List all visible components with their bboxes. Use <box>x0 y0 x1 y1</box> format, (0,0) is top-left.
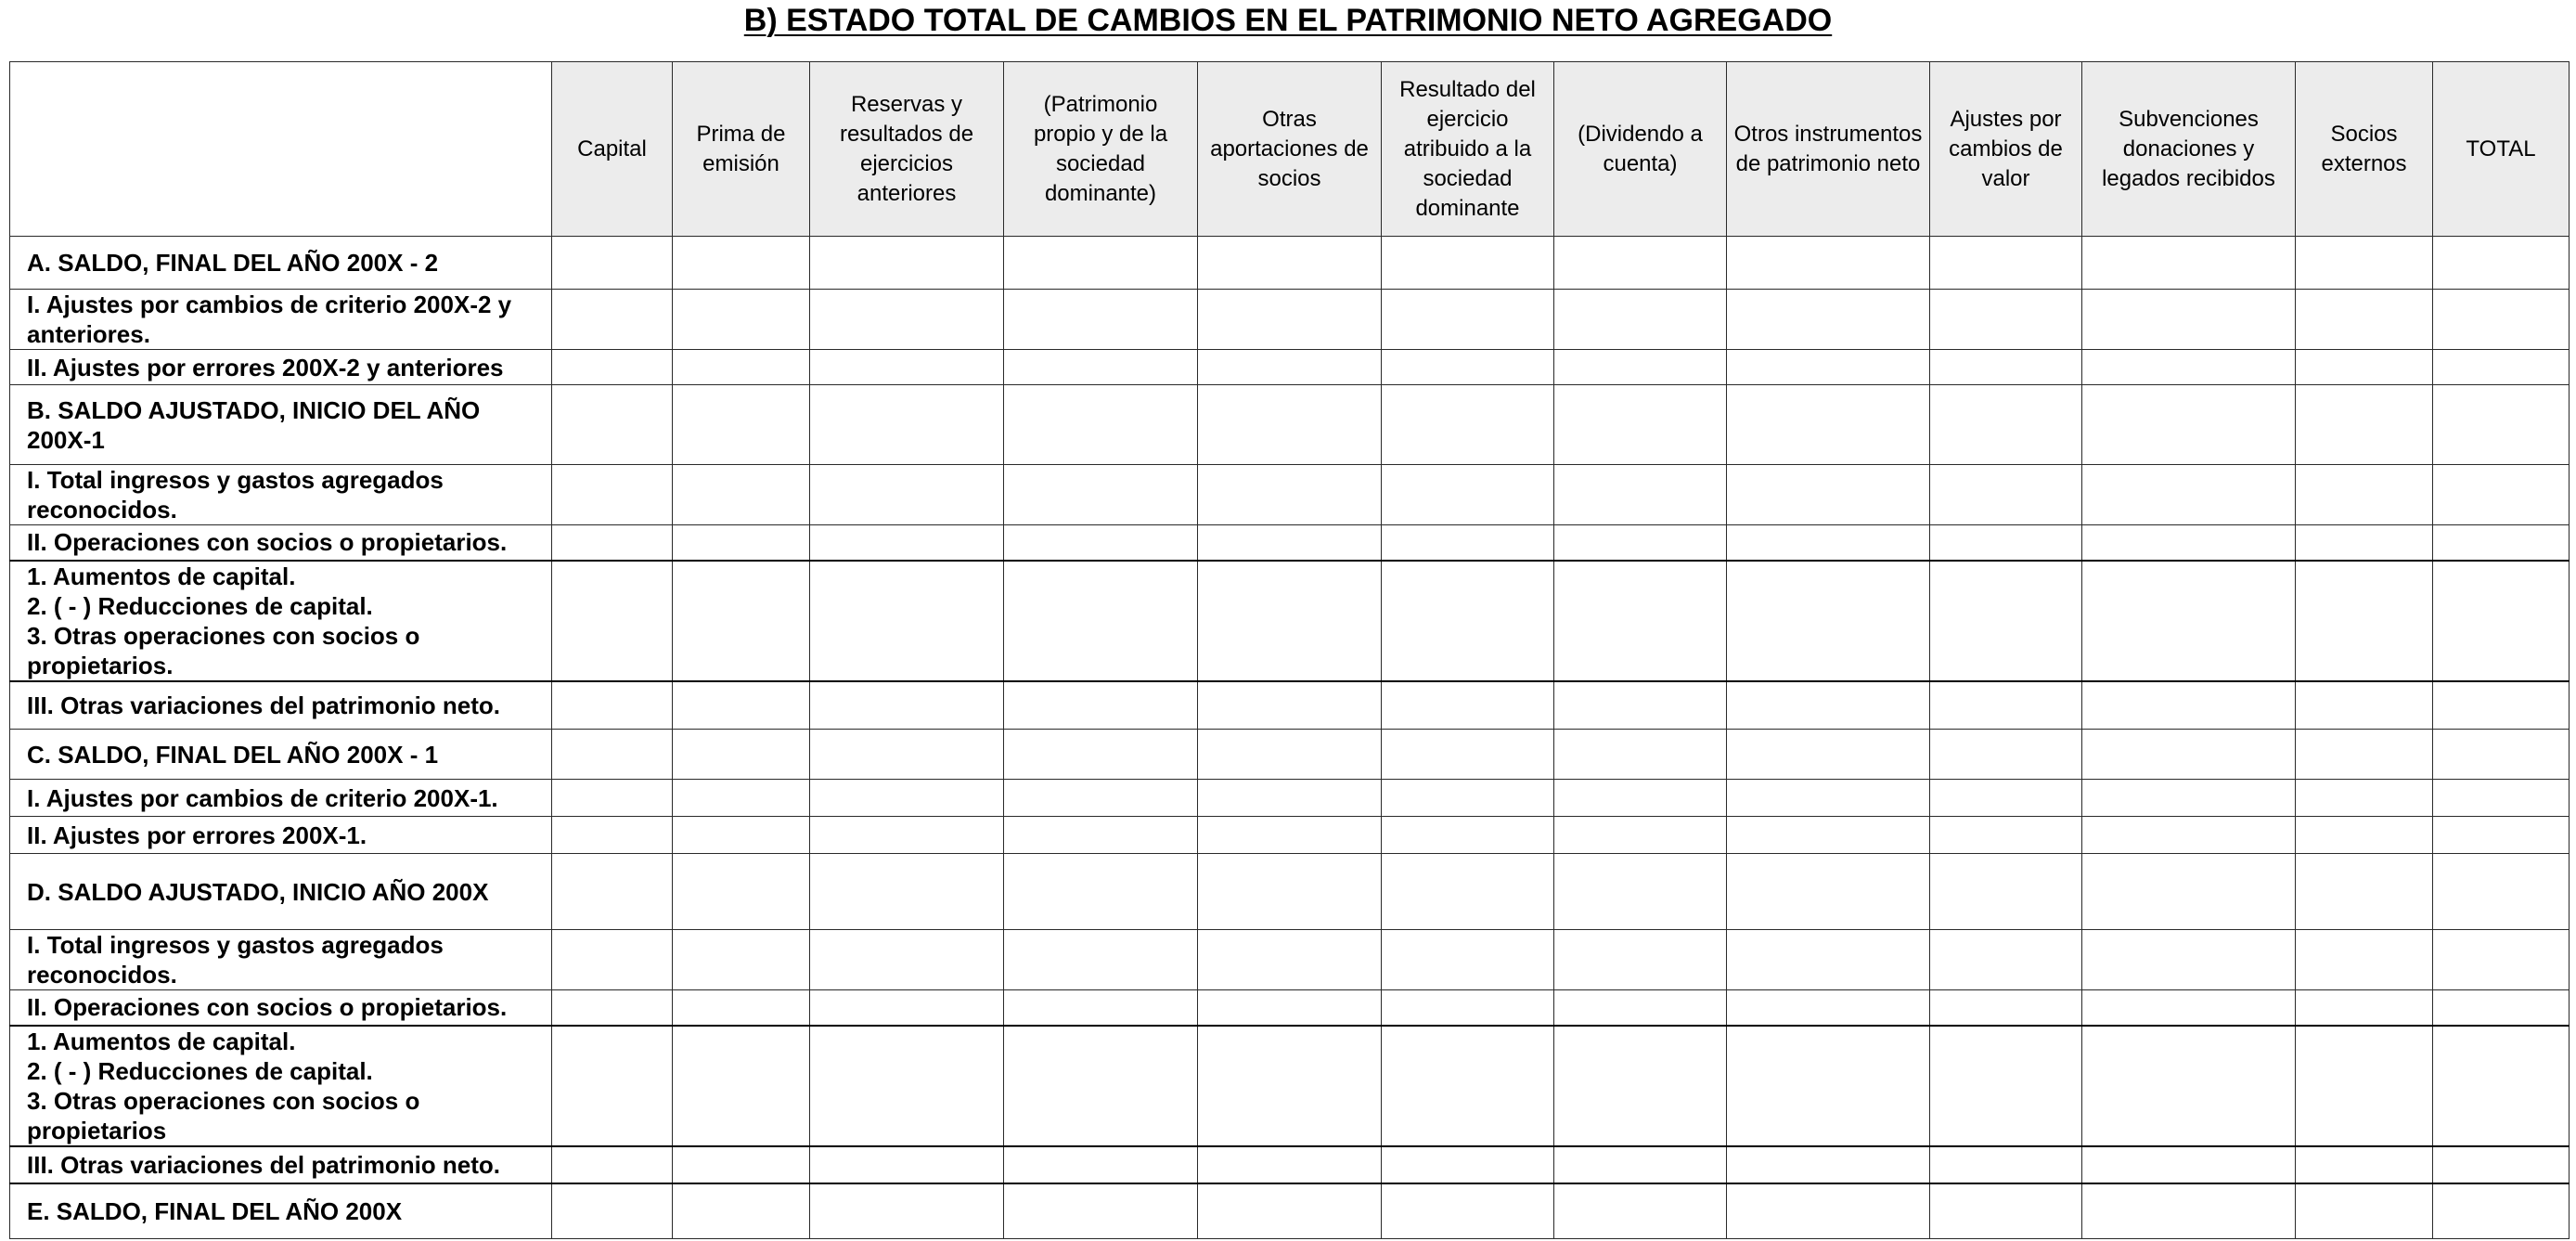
cell-dividendo[interactable] <box>1554 1146 1727 1183</box>
cell-patrimonio_propio[interactable] <box>1004 730 1198 780</box>
cell-subvenciones[interactable] <box>2082 385 2296 465</box>
cell-otras_aportaciones[interactable] <box>1198 525 1382 561</box>
cell-capital[interactable] <box>552 1026 673 1146</box>
cell-capital[interactable] <box>552 780 673 817</box>
row-label: D. SALDO AJUSTADO, INICIO AÑO 200X <box>10 854 552 930</box>
cell-ajustes_valor[interactable] <box>1930 1183 2082 1239</box>
row-label: III. Otras variaciones del patrimonio neto. <box>10 681 552 730</box>
cell-socios_externos[interactable] <box>2296 465 2433 525</box>
cell-capital[interactable] <box>552 350 673 385</box>
cell-reservas[interactable] <box>810 817 1004 854</box>
cell-total[interactable] <box>2433 780 2570 817</box>
cell-prima[interactable] <box>673 385 810 465</box>
column-header: (Patrimonio propio y de la sociedad dominante) <box>1004 62 1198 237</box>
cell-reservas[interactable] <box>810 1026 1004 1146</box>
cell-dividendo[interactable] <box>1554 561 1727 681</box>
table-row <box>10 854 2570 930</box>
cell-otras_aportaciones[interactable] <box>1198 1183 1382 1239</box>
column-header: Ajustes por cambios de valor <box>1930 62 2082 237</box>
cell-patrimonio_propio[interactable] <box>1004 1183 1198 1239</box>
row-label: I. Total ingresos y gastos agregados reconocidos. <box>10 930 552 990</box>
cell-subvenciones[interactable] <box>2082 525 2296 561</box>
cell-otros_instrumentos[interactable] <box>1727 237 1930 290</box>
cell-subvenciones[interactable] <box>2082 1026 2296 1146</box>
row-label: II. Ajustes por errores 200X-1. <box>10 817 552 854</box>
cell-subvenciones[interactable] <box>2082 854 2296 930</box>
cell-capital[interactable] <box>552 237 673 290</box>
cell-subvenciones[interactable] <box>2082 561 2296 681</box>
row-label: C. SALDO, FINAL DEL AÑO 200X - 1 <box>10 730 552 780</box>
cell-otros_instrumentos[interactable] <box>1727 990 1930 1026</box>
cell-reservas[interactable] <box>810 465 1004 525</box>
cell-dividendo[interactable] <box>1554 465 1727 525</box>
column-header: Reservas y resultados de ejercicios anteriores <box>810 62 1004 237</box>
cell-prima[interactable] <box>673 1183 810 1239</box>
cell-total[interactable] <box>2433 465 2570 525</box>
cell-resultado[interactable] <box>1382 385 1554 465</box>
column-header: Capital <box>552 62 673 237</box>
cell-dividendo[interactable] <box>1554 854 1727 930</box>
cell-reservas[interactable] <box>810 350 1004 385</box>
table-row <box>10 817 2570 854</box>
cell-otros_instrumentos[interactable] <box>1727 290 1930 350</box>
cell-otros_instrumentos[interactable] <box>1727 350 1930 385</box>
cell-otros_instrumentos[interactable] <box>1727 730 1930 780</box>
cell-reservas[interactable] <box>810 1183 1004 1239</box>
cell-patrimonio_propio[interactable] <box>1004 854 1198 930</box>
cell-dividendo[interactable] <box>1554 385 1727 465</box>
cell-capital[interactable] <box>552 990 673 1026</box>
cell-resultado[interactable] <box>1382 290 1554 350</box>
cell-prima[interactable] <box>673 780 810 817</box>
cell-resultado[interactable] <box>1382 525 1554 561</box>
cell-total[interactable] <box>2433 1146 2570 1183</box>
cell-subvenciones[interactable] <box>2082 930 2296 990</box>
table-row <box>10 290 2570 350</box>
cell-ajustes_valor[interactable] <box>1930 525 2082 561</box>
cell-total[interactable] <box>2433 930 2570 990</box>
cell-total[interactable] <box>2433 290 2570 350</box>
table-row <box>10 780 2570 817</box>
cell-resultado[interactable] <box>1382 350 1554 385</box>
cell-total[interactable] <box>2433 817 2570 854</box>
table-row <box>10 1146 2570 1183</box>
cell-reservas[interactable] <box>810 237 1004 290</box>
cell-total[interactable] <box>2433 350 2570 385</box>
cell-ajustes_valor[interactable] <box>1930 854 2082 930</box>
cell-otras_aportaciones[interactable] <box>1198 561 1382 681</box>
cell-patrimonio_propio[interactable] <box>1004 237 1198 290</box>
cell-otras_aportaciones[interactable] <box>1198 780 1382 817</box>
cell-socios_externos[interactable] <box>2296 990 2433 1026</box>
column-header: Otras aportaciones de socios <box>1198 62 1382 237</box>
cell-prima[interactable] <box>673 290 810 350</box>
table-row <box>10 350 2570 385</box>
cell-ajustes_valor[interactable] <box>1930 681 2082 730</box>
cell-patrimonio_propio[interactable] <box>1004 525 1198 561</box>
row-label: E. SALDO, FINAL DEL AÑO 200X <box>10 1183 552 1239</box>
cell-dividendo[interactable] <box>1554 930 1727 990</box>
cell-otras_aportaciones[interactable] <box>1198 817 1382 854</box>
cell-ajustes_valor[interactable] <box>1930 290 2082 350</box>
cell-patrimonio_propio[interactable] <box>1004 930 1198 990</box>
cell-capital[interactable] <box>552 385 673 465</box>
cell-patrimonio_propio[interactable] <box>1004 561 1198 681</box>
cell-prima[interactable] <box>673 730 810 780</box>
table-row <box>10 561 2570 681</box>
cell-patrimonio_propio[interactable] <box>1004 681 1198 730</box>
cell-total[interactable] <box>2433 237 2570 290</box>
cell-otras_aportaciones[interactable] <box>1198 465 1382 525</box>
cell-socios_externos[interactable] <box>2296 681 2433 730</box>
cell-capital[interactable] <box>552 930 673 990</box>
cell-reservas[interactable] <box>810 290 1004 350</box>
cell-otras_aportaciones[interactable] <box>1198 290 1382 350</box>
row-label: I. Total ingresos y gastos agregados reconocidos. <box>10 465 552 525</box>
cell-resultado[interactable] <box>1382 780 1554 817</box>
cell-resultado[interactable] <box>1382 817 1554 854</box>
cell-capital[interactable] <box>552 525 673 561</box>
column-header: Resultado del ejercicio atribuido a la sociedad dominante <box>1382 62 1554 237</box>
cell-resultado[interactable] <box>1382 1183 1554 1239</box>
cell-total[interactable] <box>2433 1026 2570 1146</box>
cell-patrimonio_propio[interactable] <box>1004 290 1198 350</box>
cell-ajustes_valor[interactable] <box>1930 780 2082 817</box>
cell-ajustes_valor[interactable] <box>1930 1146 2082 1183</box>
cell-dividendo[interactable] <box>1554 817 1727 854</box>
cell-reservas[interactable] <box>810 1146 1004 1183</box>
cell-otros_instrumentos[interactable] <box>1727 681 1930 730</box>
cell-otras_aportaciones[interactable] <box>1198 990 1382 1026</box>
row-label: 1. Aumentos de capital. 2. ( - ) Reducciones de capital. 3. Otras operaciones con socios o propietarios. <box>10 561 552 681</box>
cell-reservas[interactable] <box>810 385 1004 465</box>
cell-ajustes_valor[interactable] <box>1930 730 2082 780</box>
cell-prima[interactable] <box>673 854 810 930</box>
cell-prima[interactable] <box>673 561 810 681</box>
cell-reservas[interactable] <box>810 561 1004 681</box>
cell-socios_externos[interactable] <box>2296 385 2433 465</box>
cell-subvenciones[interactable] <box>2082 817 2296 854</box>
cell-otros_instrumentos[interactable] <box>1727 1026 1930 1146</box>
cell-socios_externos[interactable] <box>2296 237 2433 290</box>
cell-otras_aportaciones[interactable] <box>1198 385 1382 465</box>
cell-patrimonio_propio[interactable] <box>1004 817 1198 854</box>
cell-total[interactable] <box>2433 385 2570 465</box>
cell-capital[interactable] <box>552 854 673 930</box>
table-row <box>10 990 2570 1026</box>
column-header: TOTAL <box>2433 62 2570 237</box>
cell-otros_instrumentos[interactable] <box>1727 930 1930 990</box>
cell-prima[interactable] <box>673 681 810 730</box>
cell-reservas[interactable] <box>810 930 1004 990</box>
cell-capital[interactable] <box>552 1146 673 1183</box>
cell-socios_externos[interactable] <box>2296 1183 2433 1239</box>
table-row <box>10 930 2570 990</box>
cell-capital[interactable] <box>552 730 673 780</box>
cell-total[interactable] <box>2433 1183 2570 1239</box>
cell-total[interactable] <box>2433 730 2570 780</box>
cell-socios_externos[interactable] <box>2296 350 2433 385</box>
cell-socios_externos[interactable] <box>2296 817 2433 854</box>
cell-otras_aportaciones[interactable] <box>1198 854 1382 930</box>
cell-dividendo[interactable] <box>1554 237 1727 290</box>
equity-changes-table <box>9 61 2570 1239</box>
cell-otras_aportaciones[interactable] <box>1198 350 1382 385</box>
cell-patrimonio_propio[interactable] <box>1004 350 1198 385</box>
cell-prima[interactable] <box>673 990 810 1026</box>
cell-dividendo[interactable] <box>1554 730 1727 780</box>
cell-socios_externos[interactable] <box>2296 525 2433 561</box>
cell-ajustes_valor[interactable] <box>1930 990 2082 1026</box>
cell-ajustes_valor[interactable] <box>1930 561 2082 681</box>
row-label: 1. Aumentos de capital. 2. ( - ) Reducciones de capital. 3. Otras operaciones con socios o propietarios <box>10 1026 552 1146</box>
table-row <box>10 1183 2570 1239</box>
cell-patrimonio_propio[interactable] <box>1004 465 1198 525</box>
cell-otros_instrumentos[interactable] <box>1727 1183 1930 1239</box>
cell-otras_aportaciones[interactable] <box>1198 730 1382 780</box>
cell-otros_instrumentos[interactable] <box>1727 1146 1930 1183</box>
cell-resultado[interactable] <box>1382 854 1554 930</box>
cell-socios_externos[interactable] <box>2296 1026 2433 1146</box>
column-header: (Dividendo a cuenta) <box>1554 62 1727 237</box>
cell-total[interactable] <box>2433 525 2570 561</box>
cell-reservas[interactable] <box>810 990 1004 1026</box>
cell-socios_externos[interactable] <box>2296 290 2433 350</box>
cell-prima[interactable] <box>673 1026 810 1146</box>
cell-resultado[interactable] <box>1382 237 1554 290</box>
cell-prima[interactable] <box>673 1146 810 1183</box>
cell-otros_instrumentos[interactable] <box>1727 525 1930 561</box>
cell-otras_aportaciones[interactable] <box>1198 237 1382 290</box>
row-label: A. SALDO, FINAL DEL AÑO 200X - 2 <box>10 237 552 290</box>
cell-reservas[interactable] <box>810 525 1004 561</box>
cell-dividendo[interactable] <box>1554 525 1727 561</box>
cell-total[interactable] <box>2433 990 2570 1026</box>
cell-patrimonio_propio[interactable] <box>1004 990 1198 1026</box>
cell-subvenciones[interactable] <box>2082 1146 2296 1183</box>
cell-reservas[interactable] <box>810 780 1004 817</box>
cell-dividendo[interactable] <box>1554 1026 1727 1146</box>
cell-otros_instrumentos[interactable] <box>1727 780 1930 817</box>
cell-subvenciones[interactable] <box>2082 237 2296 290</box>
header-corner <box>10 62 552 237</box>
cell-patrimonio_propio[interactable] <box>1004 1026 1198 1146</box>
cell-ajustes_valor[interactable] <box>1930 465 2082 525</box>
table-row <box>10 525 2570 561</box>
cell-resultado[interactable] <box>1382 1026 1554 1146</box>
cell-prima[interactable] <box>673 930 810 990</box>
cell-socios_externos[interactable] <box>2296 730 2433 780</box>
cell-prima[interactable] <box>673 525 810 561</box>
cell-subvenciones[interactable] <box>2082 681 2296 730</box>
cell-total[interactable] <box>2433 681 2570 730</box>
cell-resultado[interactable] <box>1382 990 1554 1026</box>
row-label: II. Operaciones con socios o propietarios. <box>10 990 552 1026</box>
cell-patrimonio_propio[interactable] <box>1004 1146 1198 1183</box>
cell-resultado[interactable] <box>1382 465 1554 525</box>
row-label: III. Otras variaciones del patrimonio neto. <box>10 1146 552 1183</box>
cell-socios_externos[interactable] <box>2296 930 2433 990</box>
cell-capital[interactable] <box>552 290 673 350</box>
cell-resultado[interactable] <box>1382 730 1554 780</box>
cell-capital[interactable] <box>552 1183 673 1239</box>
cell-capital[interactable] <box>552 561 673 681</box>
cell-subvenciones[interactable] <box>2082 465 2296 525</box>
cell-capital[interactable] <box>552 681 673 730</box>
cell-otros_instrumentos[interactable] <box>1727 817 1930 854</box>
cell-otras_aportaciones[interactable] <box>1198 1146 1382 1183</box>
table-row <box>10 465 2570 525</box>
row-label: I. Ajustes por cambios de criterio 200X-2 y anteriores. <box>10 290 552 350</box>
cell-resultado[interactable] <box>1382 561 1554 681</box>
table-row <box>10 730 2570 780</box>
cell-otros_instrumentos[interactable] <box>1727 854 1930 930</box>
cell-ajustes_valor[interactable] <box>1930 930 2082 990</box>
cell-dividendo[interactable] <box>1554 1183 1727 1239</box>
cell-subvenciones[interactable] <box>2082 290 2296 350</box>
cell-capital[interactable] <box>552 817 673 854</box>
cell-subvenciones[interactable] <box>2082 350 2296 385</box>
row-label: I. Ajustes por cambios de criterio 200X-1. <box>10 780 552 817</box>
cell-otros_instrumentos[interactable] <box>1727 561 1930 681</box>
row-label: II. Operaciones con socios o propietarios. <box>10 525 552 561</box>
column-header: Subvenciones donaciones y legados recibidos <box>2082 62 2296 237</box>
page-title: B) ESTADO TOTAL DE CAMBIOS EN EL PATRIMONIO NETO AGREGADO <box>743 3 1833 38</box>
cell-prima[interactable] <box>673 237 810 290</box>
table-row <box>10 681 2570 730</box>
column-header: Otros instrumentos de patrimonio neto <box>1727 62 1930 237</box>
cell-subvenciones[interactable] <box>2082 780 2296 817</box>
table-row <box>10 385 2570 465</box>
cell-ajustes_valor[interactable] <box>1930 385 2082 465</box>
cell-reservas[interactable] <box>810 854 1004 930</box>
column-header: Socios externos <box>2296 62 2433 237</box>
cell-socios_externos[interactable] <box>2296 561 2433 681</box>
cell-otras_aportaciones[interactable] <box>1198 930 1382 990</box>
cell-dividendo[interactable] <box>1554 990 1727 1026</box>
cell-prima[interactable] <box>673 350 810 385</box>
cell-otras_aportaciones[interactable] <box>1198 681 1382 730</box>
column-header: Prima de emisión <box>673 62 810 237</box>
row-label: II. Ajustes por errores 200X-2 y anteriores <box>10 350 552 385</box>
cell-ajustes_valor[interactable] <box>1930 1026 2082 1146</box>
cell-resultado[interactable] <box>1382 930 1554 990</box>
cell-socios_externos[interactable] <box>2296 854 2433 930</box>
cell-ajustes_valor[interactable] <box>1930 817 2082 854</box>
cell-ajustes_valor[interactable] <box>1930 237 2082 290</box>
row-label: B. SALDO AJUSTADO, INICIO DEL AÑO 200X-1 <box>10 385 552 465</box>
cell-total[interactable] <box>2433 561 2570 681</box>
cell-subvenciones[interactable] <box>2082 730 2296 780</box>
table-row <box>10 1026 2570 1146</box>
cell-total[interactable] <box>2433 854 2570 930</box>
cell-patrimonio_propio[interactable] <box>1004 385 1198 465</box>
cell-resultado[interactable] <box>1382 1146 1554 1183</box>
cell-otras_aportaciones[interactable] <box>1198 1026 1382 1146</box>
cell-dividendo[interactable] <box>1554 350 1727 385</box>
cell-otros_instrumentos[interactable] <box>1727 385 1930 465</box>
table-row <box>10 237 2570 290</box>
cell-prima[interactable] <box>673 817 810 854</box>
cell-reservas[interactable] <box>810 681 1004 730</box>
cell-ajustes_valor[interactable] <box>1930 350 2082 385</box>
cell-dividendo[interactable] <box>1554 681 1727 730</box>
cell-reservas[interactable] <box>810 730 1004 780</box>
cell-otros_instrumentos[interactable] <box>1727 465 1930 525</box>
cell-patrimonio_propio[interactable] <box>1004 780 1198 817</box>
cell-resultado[interactable] <box>1382 681 1554 730</box>
cell-prima[interactable] <box>673 465 810 525</box>
cell-subvenciones[interactable] <box>2082 1183 2296 1239</box>
cell-subvenciones[interactable] <box>2082 990 2296 1026</box>
cell-socios_externos[interactable] <box>2296 1146 2433 1183</box>
cell-capital[interactable] <box>552 465 673 525</box>
header-row <box>10 62 2570 237</box>
cell-dividendo[interactable] <box>1554 290 1727 350</box>
cell-socios_externos[interactable] <box>2296 780 2433 817</box>
cell-dividendo[interactable] <box>1554 780 1727 817</box>
